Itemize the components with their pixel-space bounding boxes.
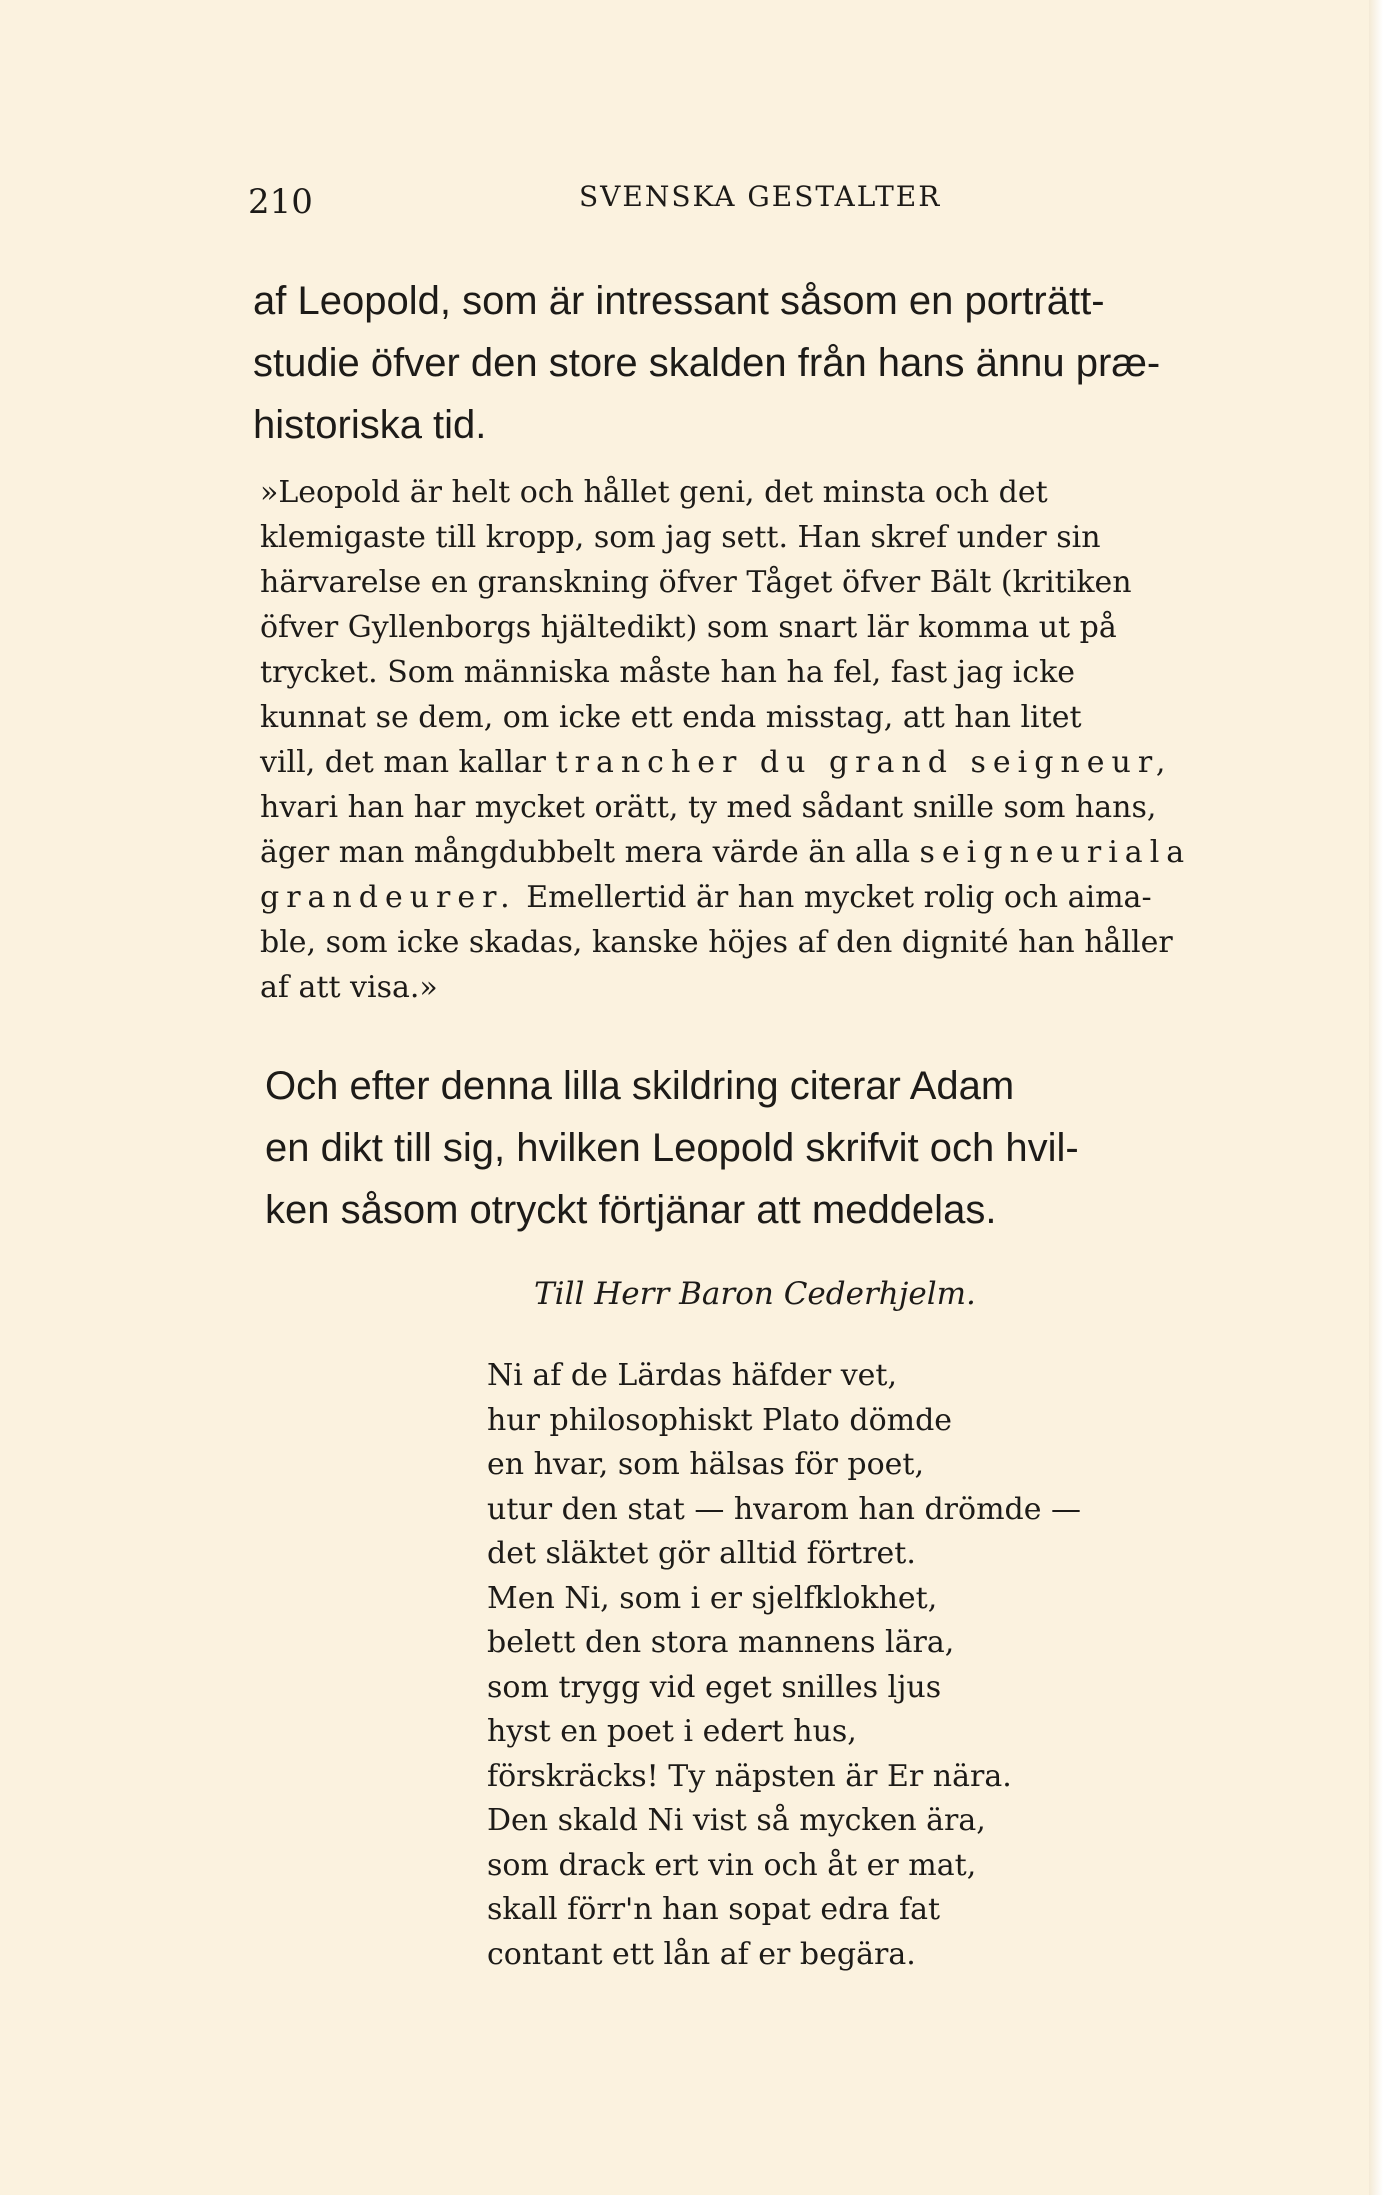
poem-line: det släktet gör alltid förtret. xyxy=(487,1536,916,1571)
quote-line: »Leopold är helt och hållet geni, det minsta och det xyxy=(260,475,1048,510)
quote-line xyxy=(260,875,1270,920)
spaced-emphasis: seigneuriala xyxy=(919,835,1192,870)
quote-line: hvari han har mycket orätt, ty med sådant snille som hans, xyxy=(260,790,1157,825)
page-number: 210 xyxy=(248,182,313,222)
poem-line: som trygg vid eget snilles ljus xyxy=(487,1669,942,1705)
quote-line xyxy=(260,740,1270,785)
poem-line: förskräcks! Ty näpsten är Er nära. xyxy=(487,1758,1012,1794)
quote-line: härvarelse en granskning öfver Tåget öfver Bält (kritiken xyxy=(260,565,1132,600)
poem-line: Den skald Ni vist så mycken ära, xyxy=(487,1803,986,1838)
paragraph-line: ken såsom otryckt förtjänar att meddelas. xyxy=(265,1188,997,1232)
quote-line: klemigaste till kropp, som jag sett. Han skref under sin xyxy=(260,520,1101,555)
paragraph-line: af Leopold, som är intressant såsom en porträtt- xyxy=(253,279,1105,323)
opening-paragraph xyxy=(253,270,1253,456)
poem-line: en hvar, som hälsas för poet, xyxy=(487,1447,924,1482)
poem-line: skall förr'n han sopat edra fat xyxy=(487,1892,941,1927)
poem-line: Ni af de Lärdas häfder vet, xyxy=(487,1358,898,1393)
poem-line: Men Ni, som i er sjelfklokhet, xyxy=(487,1580,938,1616)
poem-title: Till Herr Baron Cederhjelm. xyxy=(534,1276,976,1312)
quote-text: Emellertid är han mycket rolig och aima- xyxy=(516,880,1152,915)
quote-line: ble, som icke skadas, kanske höjes af den dignité han håller xyxy=(260,925,1173,960)
quote-text: vill, det man kallar xyxy=(260,745,556,780)
letter-quote xyxy=(260,470,1270,1010)
page-header xyxy=(0,172,1383,232)
paragraph-line: en dikt till sig, hvilken Leopold skrifvit och hvil- xyxy=(265,1126,1079,1170)
spaced-emphasis: trancher du grand seigneur, xyxy=(555,745,1173,780)
running-head: SVENSKA GESTALTER xyxy=(579,180,942,213)
spaced-emphasis: grandeurer. xyxy=(260,880,517,915)
intro-paragraph xyxy=(265,1055,1265,1241)
poem-line: som drack ert vin och åt er mat, xyxy=(487,1847,977,1883)
poem xyxy=(487,1354,1187,1977)
paragraph-line: historiska tid. xyxy=(253,403,487,447)
quote-line xyxy=(260,830,1270,875)
paragraph-line: Och efter denna lilla skildring citerar Adam xyxy=(265,1064,1015,1108)
quote-line: af att visa.» xyxy=(260,970,438,1005)
poem-line: hyst en poet i edert hus, xyxy=(487,1714,857,1749)
quote-line: öfver Gyllenborgs hjältedikt) som snart lär komma ut på xyxy=(260,610,1117,645)
quote-text: äger man mångdubbelt mera värde än alla xyxy=(260,835,920,870)
paragraph-line: studie öfver den store skalden från hans ännu præ- xyxy=(253,341,1161,385)
poem-line: hur philosophiskt Plato dömde xyxy=(487,1402,953,1438)
poem-line: utur den stat — hvarom han drömde — xyxy=(487,1491,1082,1527)
poem-line: contant ett lån af er begära. xyxy=(487,1936,916,1972)
poem-line: belett den stora mannens lära, xyxy=(487,1625,955,1660)
quote-line: trycket. Som människa måste han ha fel, fast jag icke xyxy=(260,655,1076,690)
page-edge xyxy=(1369,0,1383,2195)
quote-line: kunnat se dem, om icke ett enda misstag, att han litet xyxy=(260,700,1082,735)
